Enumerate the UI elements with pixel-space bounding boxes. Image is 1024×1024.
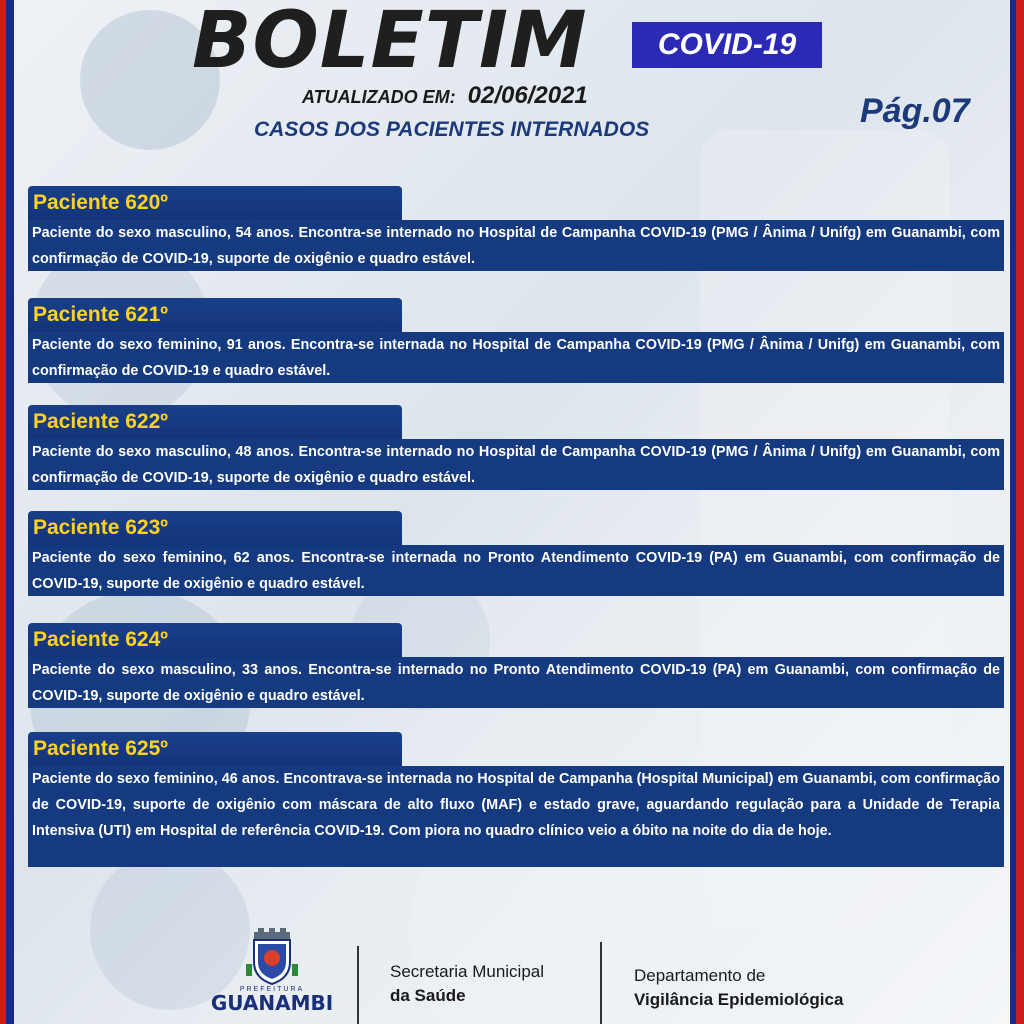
patient-623-title: Paciente 623º — [28, 511, 402, 545]
updated-line — [302, 82, 588, 110]
right-border-stripe — [1010, 0, 1024, 1024]
health-secretariat-line1: Secretaria Municipal — [390, 962, 545, 981]
health-secretariat-line2: da Saúde — [390, 986, 466, 1005]
health-secretariat-label — [390, 960, 544, 1008]
patient-623-text: Paciente do sexo feminino, 62 anos. Encontra-se internada no Pronto Atendimento COVID-19 (PA) em Guanambi, com confirmação de COVID-19, suporte de oxigênio e quadro estável. — [28, 545, 1004, 596]
updated-date: 02/06/2021 — [467, 82, 588, 109]
footer-divider-2 — [600, 942, 602, 1024]
patient-624-title: Paciente 624º — [28, 623, 402, 657]
logo-prefeitura-text: PREFEITURA — [239, 986, 305, 993]
guanambi-logo — [212, 928, 332, 1024]
patient-621-text: Paciente do sexo feminino, 91 anos. Encontra-se internada no Hospital de Campanha COVID-19 (PMG / Ânima / Unifg) em Guanambi, com confirmação de COVID-19 e quadro estável. — [28, 332, 1004, 383]
patient-620-title: Paciente 620º — [28, 186, 402, 220]
epidemiology-dept-line2: Vigilância Epidemiológica — [634, 990, 844, 1009]
updated-label: ATUALIZADO EM: — [302, 87, 456, 107]
page-number: Pág.07 — [860, 92, 970, 130]
page-subtitle: CASOS DOS PACIENTES INTERNADOS — [254, 118, 650, 141]
patient-622-title: Paciente 622º — [28, 405, 402, 439]
bulletin-title: BOLETIM — [192, 0, 588, 86]
patient-625-title: Paciente 625º — [28, 732, 402, 766]
patient-621-title: Paciente 621º — [28, 298, 402, 332]
left-border-stripe — [0, 0, 14, 1024]
logo-city-name: GUANAMBI — [210, 991, 334, 1015]
patient-620-text: Paciente do sexo masculino, 54 anos. Encontra-se internado no Hospital de Campanha COVID-19 (PMG / Ânima / Unifg) em Guanambi, com confirmação de COVID-19, suporte de oxigênio e quadro estável. — [28, 220, 1004, 271]
patient-624-text: Paciente do sexo masculino, 33 anos. Encontra-se internado no Pronto Atendimento COVID-19 (PA) em Guanambi, com confirmação de COVID-19, suporte de oxigênio e quadro estável. — [28, 657, 1004, 708]
city-coat-of-arms-icon — [244, 928, 300, 986]
covid-tag: COVID-19 — [632, 22, 822, 68]
patient-622-text: Paciente do sexo masculino, 48 anos. Encontra-se internado no Hospital de Campanha COVID-19 (PMG / Ânima / Unifg) em Guanambi, com confirmação de COVID-19, suporte de oxigênio e quadro estável. — [28, 439, 1004, 490]
epidemiology-dept-label — [634, 964, 843, 1012]
epidemiology-dept-line1: Departamento de — [634, 966, 766, 985]
footer-divider-1 — [357, 946, 359, 1024]
patient-625-text: Paciente do sexo feminino, 46 anos. Encontrava-se internada no Hospital de Campanha (Hospital Municipal) em Guanambi, com confirmação de COVID-19, suporte de oxigênio com máscara de alto fluxo (MAF) e estado grave, aguardando regulação para a Unidade de Terapia Intensiva (UTI) em Hospital de referência COVID-19. Com piora no quadro clínico veio a óbito na noite do dia de hoje. — [28, 766, 1004, 867]
